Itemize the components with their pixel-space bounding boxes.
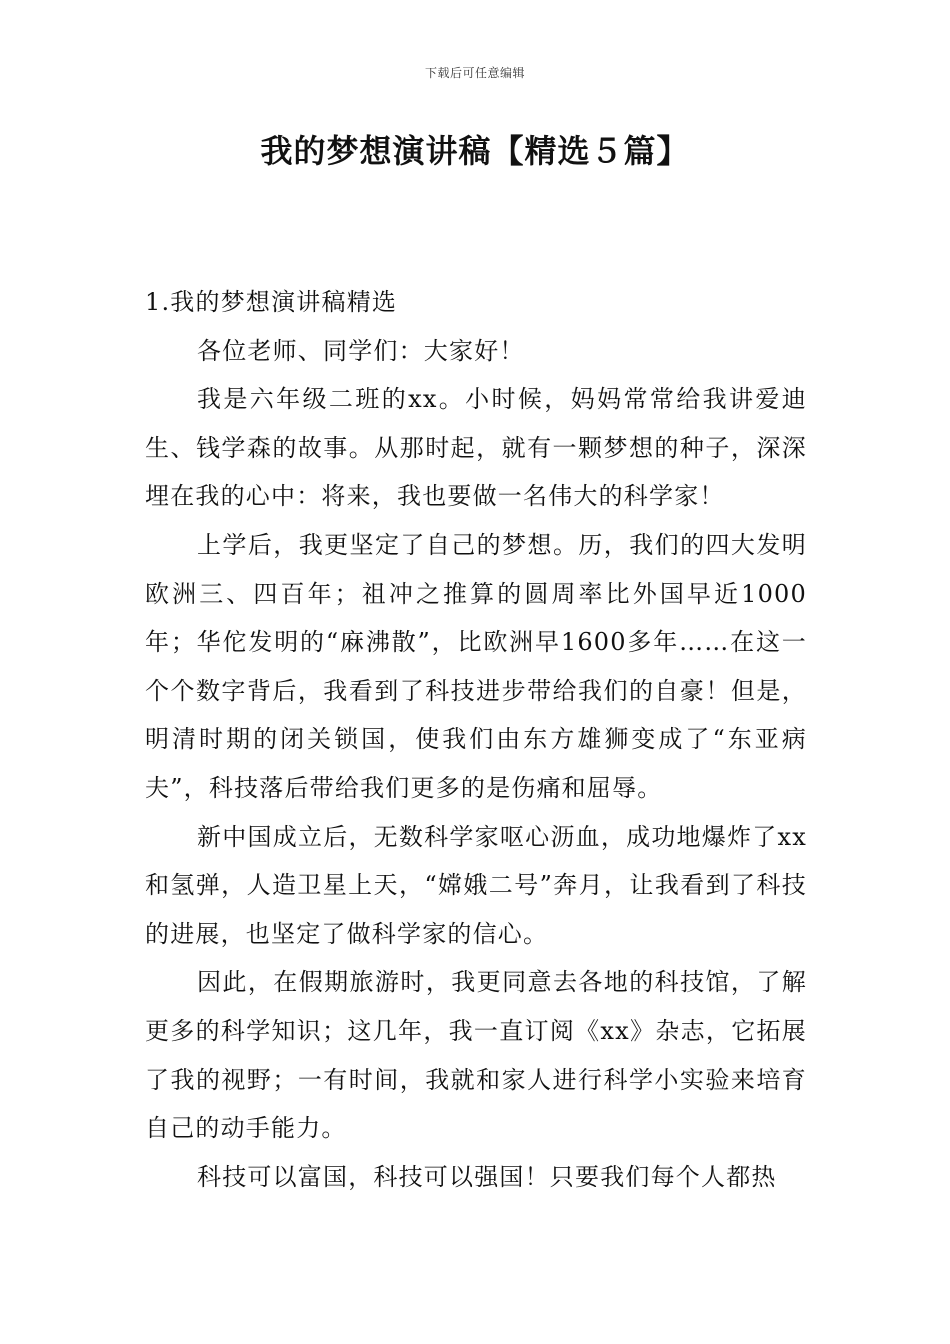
paragraph-learning: 因此，在假期旅游时，我更同意去各地的科技馆，了解更多的科学知识；这几年，我一直订阅《xx》杂志，它拓展了我的视野；一有时间，我就和家人进行科学小实验来培育自己的动手能力。: [145, 968, 807, 1143]
section-heading: 1.我的梦想演讲稿精选: [145, 288, 398, 316]
paragraph-new-china: 新中国成立后，无数科学家呕心沥血，成功地爆炸了xx和氢弹，人造卫星上天，“嫦娥二号”奔月，让我看到了科技的进展，也坚定了做科学家的信心。: [145, 822, 807, 948]
paragraph-greeting: 各位老师、同学们：大家好！: [197, 336, 525, 365]
document-title: 我的梦想演讲稿【精选５篇】: [260, 132, 690, 170]
paragraph-history: 上学后，我更坚定了自己的梦想。历，我们的四大发明欧洲三、四百年；祖冲之推算的圆周率比外国早近1000年；华佗发明的“麻沸散”，比欧洲早1600多年……在这一个个数字背后，我看到了科技进步带给我们的自豪！但是，明清时期的闭关锁国，使我们由东方雄狮变成了“东亚病夫”，科技落后带给我们更多的是伤痛和屈辱。: [145, 530, 807, 802]
document-body: [145, 278, 807, 1201]
header-note: 下载后可任意编辑: [424, 66, 525, 80]
paragraph-closing-partial: 科技可以富国，科技可以强国！只要我们每个人都热: [197, 1162, 777, 1191]
paragraph-introduction: 我是六年级二班的xx。小时候，妈妈常常给我讲爱迪生、钱学森的故事。从那时起，就有一颗梦想的种子，深深埋在我的心中：将来，我也要做一名伟大的科学家！: [145, 385, 807, 511]
